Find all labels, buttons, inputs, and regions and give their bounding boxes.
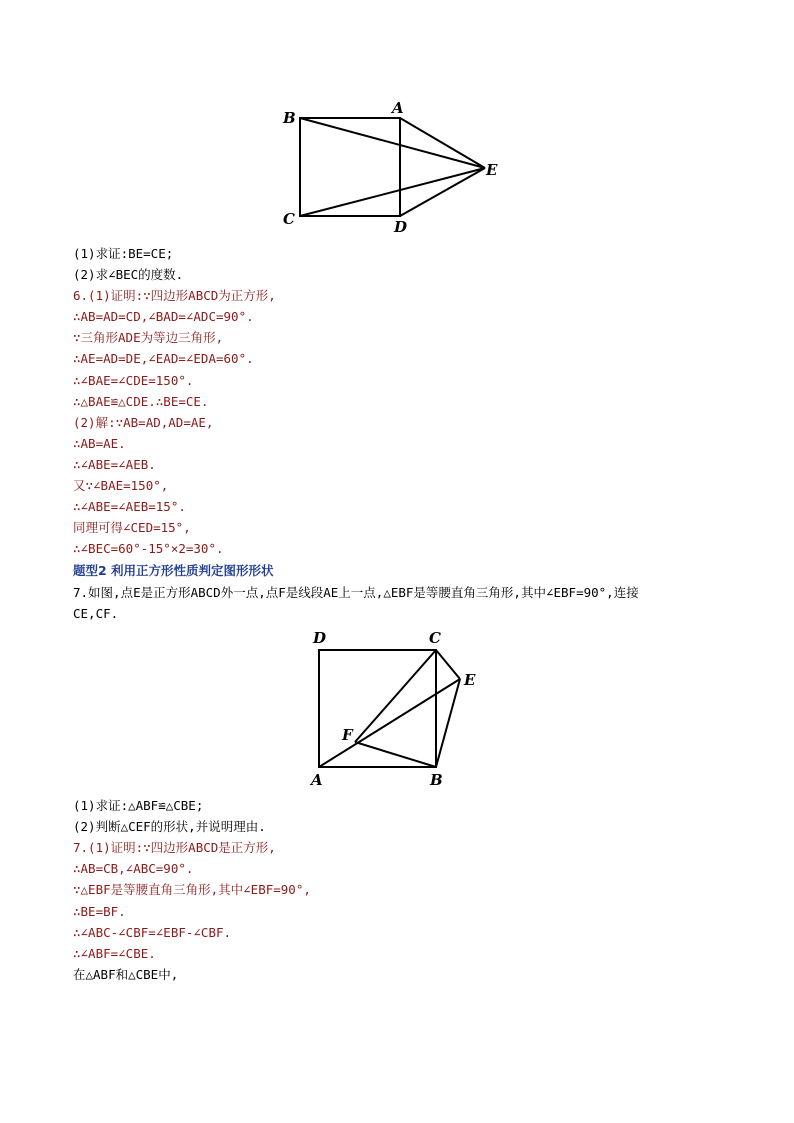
- segment-de: [400, 168, 485, 216]
- p6-solution-line: ∴AB=AE.: [73, 436, 126, 451]
- p7-solution-line: 7.(1)证明:∵四边形ABCD是正方形,: [73, 840, 276, 855]
- figure-square-isosceles-right: [305, 626, 495, 791]
- p6-solution-line: ∴∠ABE=∠AEB=15°.: [73, 499, 186, 514]
- p7-solution-line: ∴BE=BF.: [73, 904, 126, 919]
- label-b: B: [430, 771, 443, 789]
- p7-question-2: (2)判断△CEF的形状,并说明理由.: [73, 819, 266, 834]
- square-abcd: [300, 118, 400, 216]
- p7-solution-line: ∴∠ABF=∠CBE.: [73, 946, 156, 961]
- p6-solution-line: ∴△BAE≌△CDE.∴BE=CE.: [73, 394, 209, 409]
- label-c: C: [429, 629, 441, 647]
- label-b: B: [283, 109, 296, 127]
- figure-2-svg: [305, 626, 495, 791]
- p6-question-2: (2)求∠BEC的度数.: [73, 267, 184, 282]
- figure-square-equilateral: [280, 96, 510, 236]
- figure-1-svg: [280, 96, 510, 236]
- p7-question-1: (1)求证:△ABF≌△CBE;: [73, 798, 204, 813]
- p7-solution-line: 在△ABF和△CBE中,: [73, 967, 179, 982]
- label-a: A: [311, 771, 323, 789]
- label-d: D: [394, 218, 408, 236]
- p6-solution-line: ∴∠BAE=∠CDE=150°.: [73, 373, 194, 388]
- p6-solution-line: 又∵∠BAE=150°,: [73, 478, 169, 493]
- segment-cf: [355, 650, 436, 742]
- segment-ae: [400, 118, 485, 168]
- p7-solution-line: ∵△EBF是等腰直角三角形,其中∠EBF=90°,: [73, 882, 311, 897]
- p6-solution-line: 同理可得∠CED=15°,: [73, 520, 191, 535]
- label-e: E: [464, 671, 476, 689]
- p7-solution-line: ∴∠ABC-∠CBF=∠EBF-∠CBF.: [73, 925, 232, 940]
- label-f: F: [342, 726, 353, 744]
- p7-statement-line-1: 7.如图,点E是正方形ABCD外一点,点F是线段AE上一点,△EBF是等腰直角三角形,其中∠EBF=90°,连接: [73, 585, 639, 600]
- p6-solution-line: ∴∠ABE=∠AEB.: [73, 457, 156, 472]
- segment-be: [300, 118, 485, 168]
- p6-solution-line: ∴∠BEC=60°-15°×2=30°.: [73, 541, 224, 556]
- p7-solution-line: ∴AB=CB,∠ABC=90°.: [73, 861, 194, 876]
- segment-ce: [300, 168, 485, 216]
- label-d: D: [313, 629, 327, 647]
- p6-question-1: (1)求证:BE=CE;: [73, 246, 174, 261]
- p6-solution-line: ∴AB=AD=CD,∠BAD=∠ADC=90°.: [73, 309, 254, 324]
- segment-ce: [436, 650, 460, 679]
- p6-solution-line: (2)解:∵AB=AD,AD=AE,: [73, 415, 214, 430]
- label-e: E: [486, 161, 498, 179]
- p6-solution-line: ∵三角形ADE为等边三角形,: [73, 330, 224, 345]
- p7-statement-line-2: CE,CF.: [73, 606, 119, 621]
- p6-solution-line: 6.(1)证明:∵四边形ABCD为正方形,: [73, 288, 276, 303]
- label-c: C: [283, 210, 295, 228]
- p6-solution-line: ∴AE=AD=DE,∠EAD=∠EDA=60°.: [73, 351, 254, 366]
- label-a: A: [392, 99, 404, 117]
- section-heading: 题型2 利用正方形性质判定图形形状: [73, 563, 274, 578]
- segment-fb: [355, 742, 436, 767]
